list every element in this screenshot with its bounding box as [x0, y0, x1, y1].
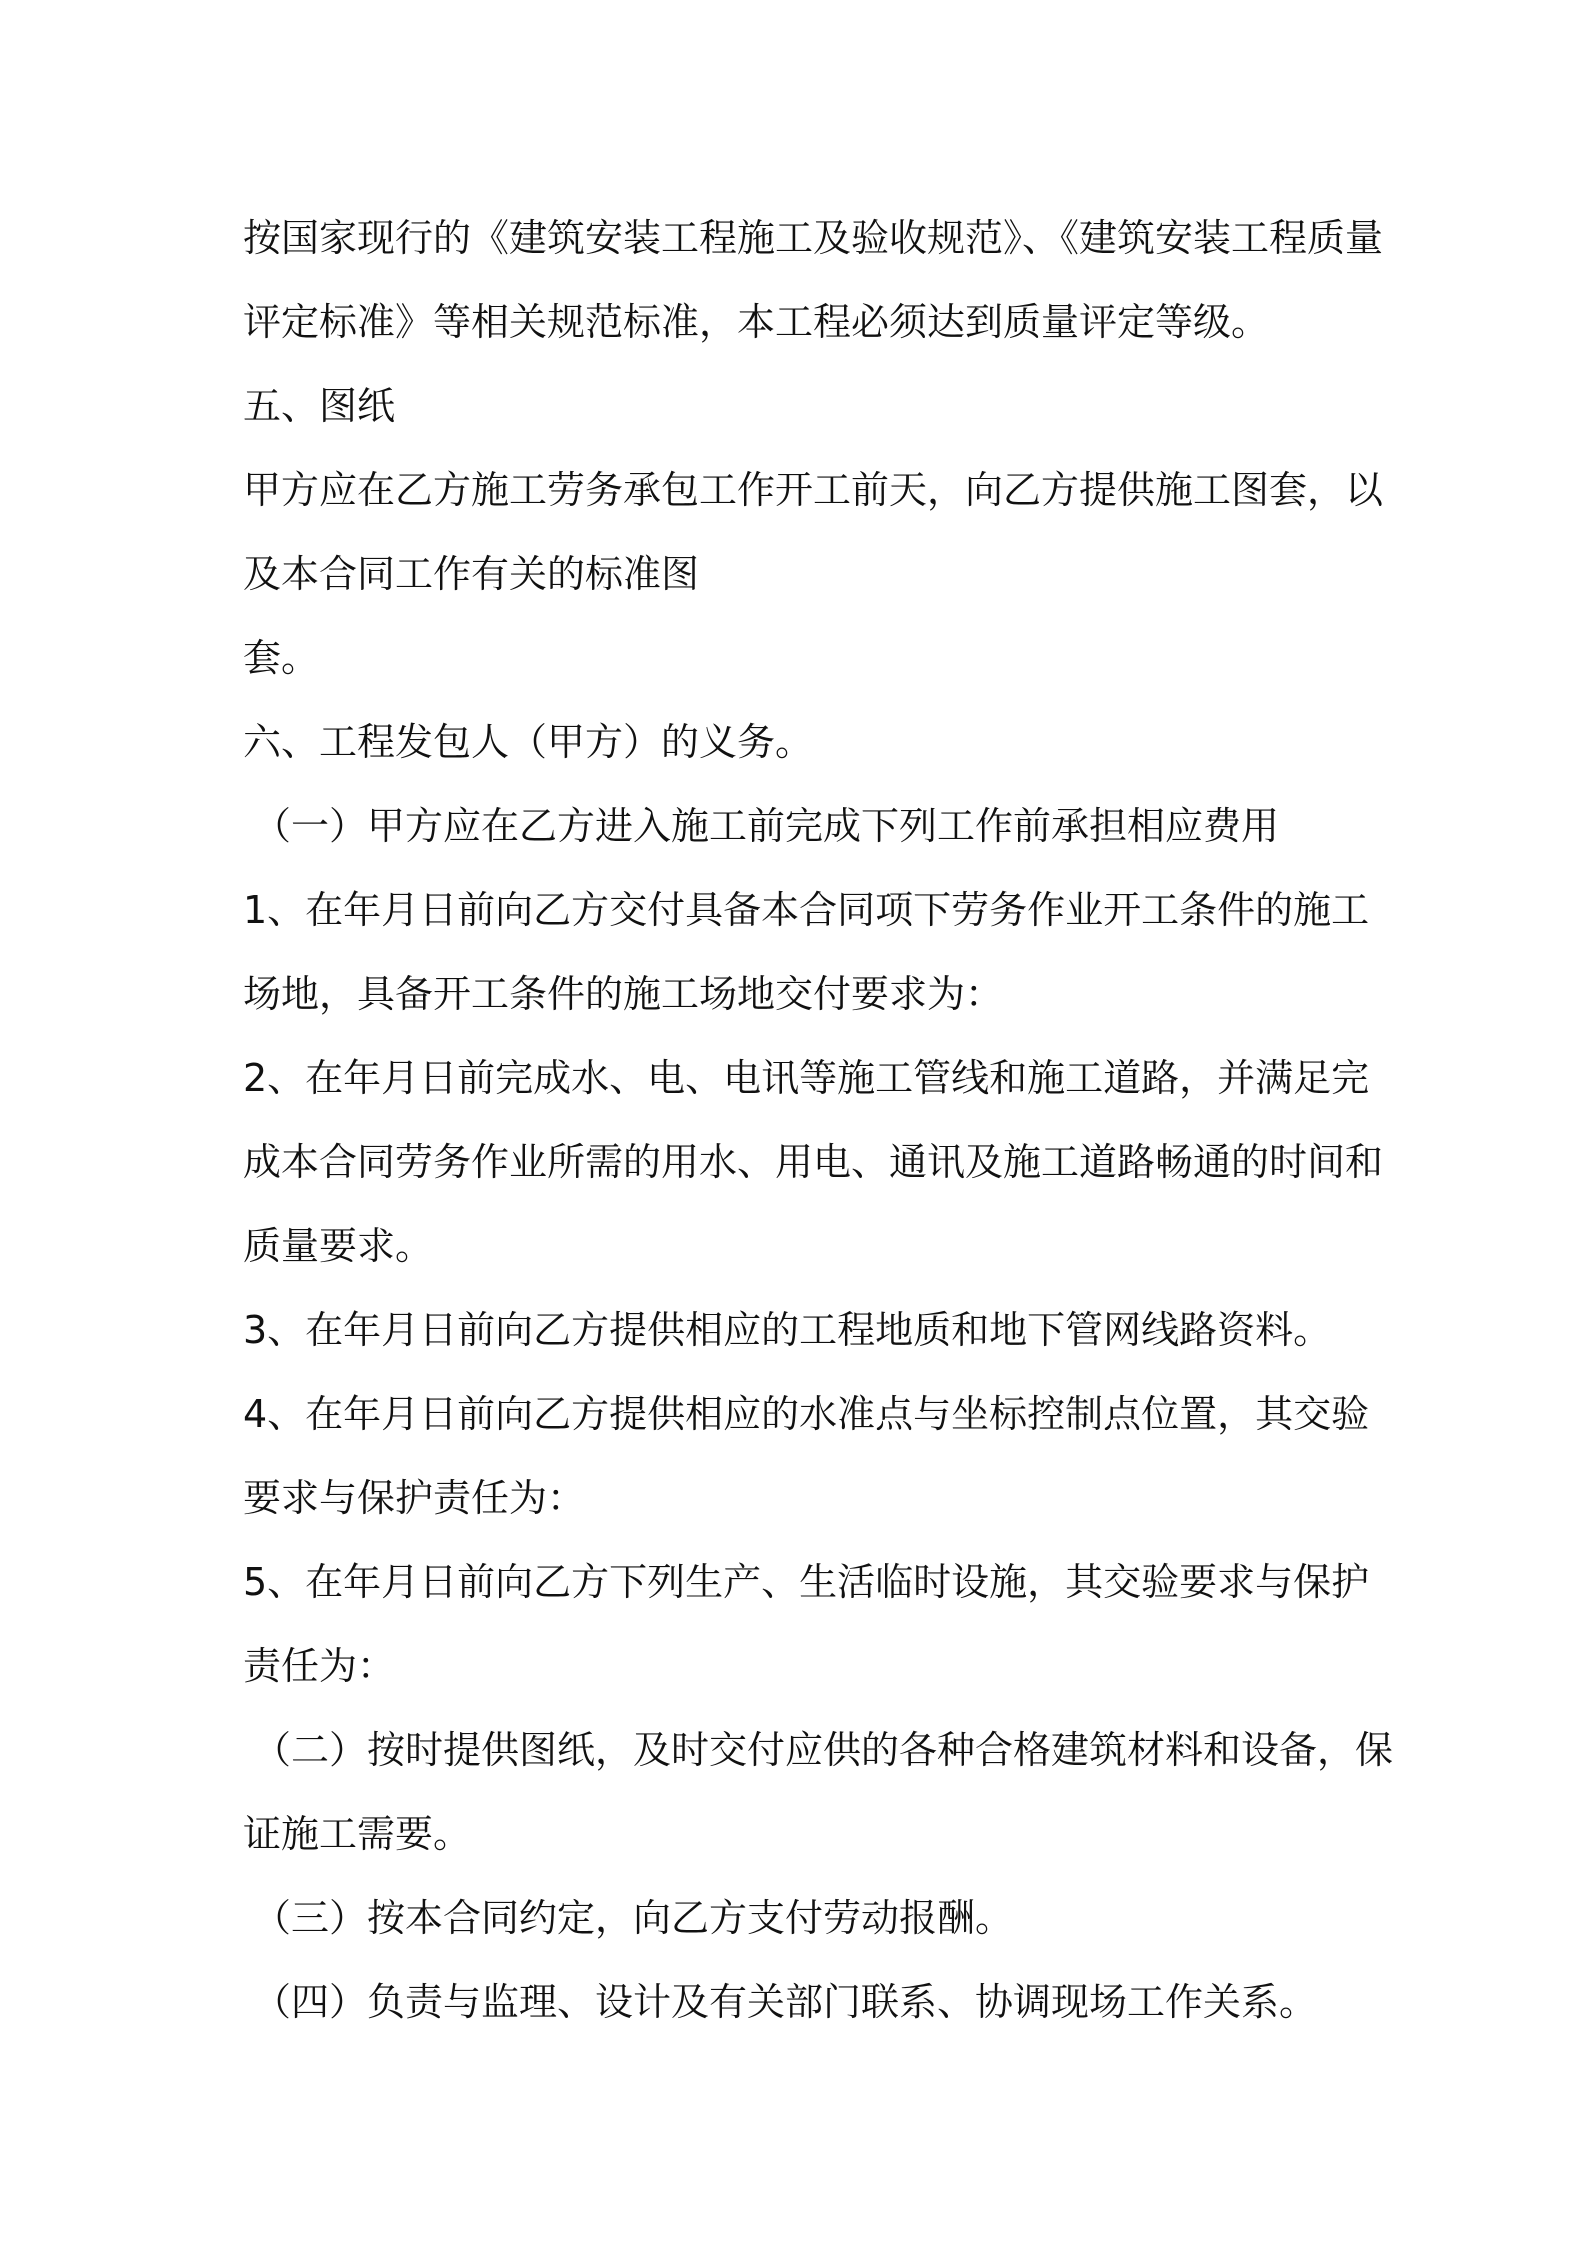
text-line: 评定标准》等相关规范标准，本工程必须达到质量评定等级。: [243, 300, 1270, 344]
subsection-heading: （三）按本合同约定，向乙方支付劳动报酬。: [253, 1896, 1014, 1940]
text-line: 及本合同工作有关的标准图: [243, 552, 700, 596]
list-item-5: 5、在年月日前向乙方下列生产、生活临时设施，其交验要求与保护: [243, 1560, 1370, 1604]
list-item-4: 4、在年月日前向乙方提供相应的水准点与坐标控制点位置，其交验: [243, 1392, 1370, 1436]
text-line: 场地，具备开工条件的施工场地交付要求为：: [243, 972, 1004, 1016]
text-line: 成本合同劳务作业所需的用水、用电、通讯及施工道路畅通的时间和: [243, 1140, 1384, 1184]
list-item-3: 3、在年月日前向乙方提供相应的工程地质和地下管网线路资料。: [243, 1308, 1332, 1352]
text-line: 质量要求。: [243, 1224, 434, 1268]
text-line: 按国家现行的《建筑安装工程施工及验收规范》、《建筑安装工程质量: [243, 216, 1384, 260]
subsection-heading: （二）按时提供图纸，及时交付应供的各种合格建筑材料和设备，保: [253, 1728, 1394, 1772]
section-heading-drawings: 五、图纸: [243, 384, 396, 428]
text-line: 套。: [243, 636, 320, 680]
text-line: 甲方应在乙方施工劳务承包工作开工前天，向乙方提供施工图套，以: [243, 468, 1384, 512]
document-body: [243, 196, 1394, 2044]
list-item-1: 1、在年月日前向乙方交付具备本合同项下劳务作业开工条件的施工: [243, 888, 1370, 932]
subsection-heading: （一）甲方应在乙方进入施工前完成下列工作前承担相应费用: [253, 804, 1280, 848]
list-item-2: 2、在年月日前完成水、电、电讯等施工管线和施工道路，并满足完: [243, 1056, 1370, 1100]
text-line: 证施工需要。: [243, 1812, 472, 1856]
section-heading-obligations: 六、工程发包人（甲方）的义务。: [243, 720, 814, 764]
text-line: 责任为：: [243, 1644, 396, 1688]
subsection-heading: （四）负责与监理、设计及有关部门联系、协调现场工作关系。: [253, 1980, 1318, 2024]
text-line: 要求与保护责任为：: [243, 1476, 586, 1520]
